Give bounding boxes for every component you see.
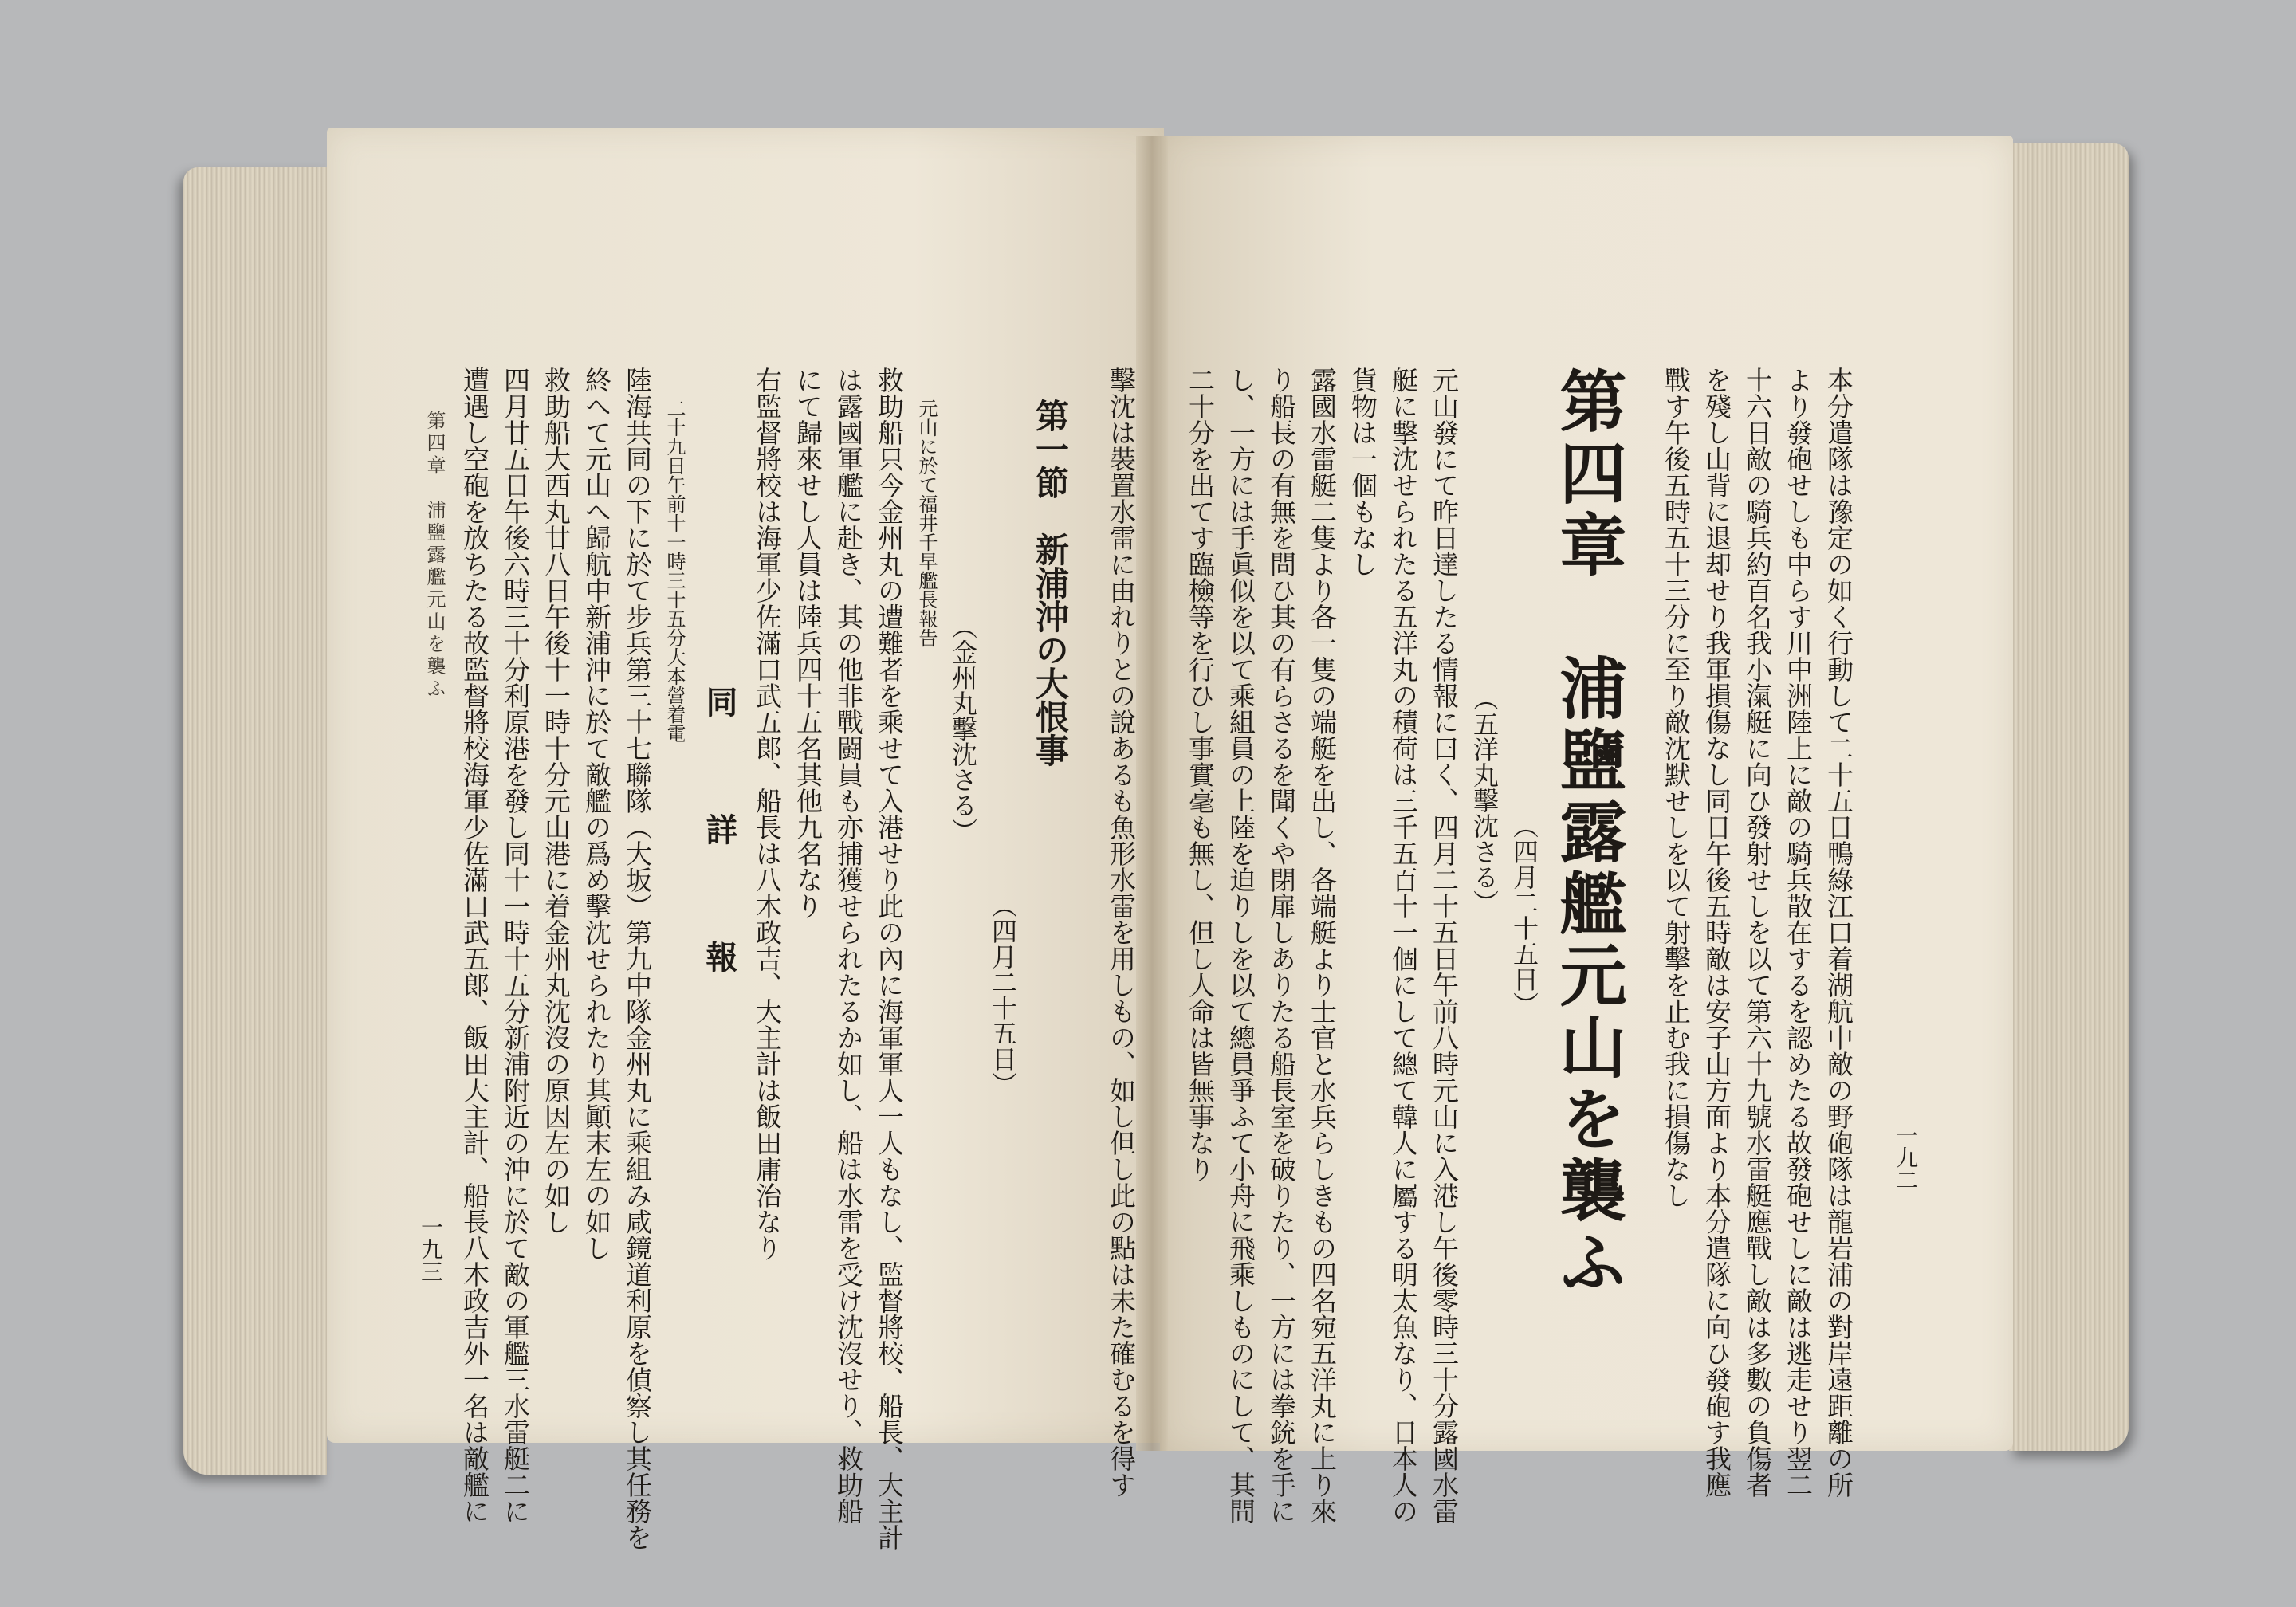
page-block-left [183, 167, 327, 1475]
text-line: 本分遣隊は豫定の如く行動して二十五日鴨綠江口着湖航中敵の野砲隊は龍岩浦の對岸遠距離の所 [1823, 367, 1854, 1498]
text-line: り船長の有無を問ひ其の有らさるを聞くや閉扉しありたる船長室を破りたり、一方には拳銃を手に [1266, 367, 1297, 1524]
text-line: 二十分を出てす臨檢等を行ひし事實毫も無し、但し人命は皆無事なり [1185, 367, 1216, 1182]
text-line: 右監督將校は海軍少佐滿口武五郞、船長は八木政吉、大主計は飯田庸治なり [752, 367, 783, 1261]
section-title: 第一節 新浦沖の大恨事 [1031, 399, 1070, 767]
text-line: 元山發にて昨日達したる情報に曰く、四月二十五日午前八時元山に入港し午後零時三十分露國水雷 [1429, 367, 1460, 1524]
page-number: 一九三 [418, 1216, 444, 1283]
left-page-text [454, 367, 1142, 1550]
text-line: より發砲せしも中らす川中洲陸上に敵の騎兵散在するを認めたる故發砲せしに敵は逃走せり翌二 [1783, 367, 1814, 1498]
page-number: 一九二 [1893, 1124, 1919, 1191]
report-source: 元山に於て福井千早艦長報告 [915, 399, 938, 647]
text-line: 四月廿五日午後六時三十分利原港を發し同十一時十五分新浦附近の沖に於て敵の軍艦三水雷艇二に [500, 367, 531, 1524]
section-date: （四月二十五日） [988, 893, 1018, 1097]
text-line: 終へて元山へ歸航中新浦沖に於て敵艦の爲め擊沈せられたり其顚末左の如し [581, 367, 612, 1261]
text-line: 貨物は一個もなし [1347, 367, 1378, 577]
text-line: 十六日敵の騎兵約百名我小滊艇に向ひ發射せしを以て第六十九號水雷艇應戰し敵は多數の負傷者 [1742, 367, 1773, 1498]
chapter-subtitle: （五洋丸擊沈さる） [1469, 686, 1500, 915]
text-line: 救助船大西丸廿八日午後十一時十分元山港に着金州丸沈沒の原因左の如し [541, 367, 572, 1235]
report-source: 二十九日午前十一時三十五分大本營着電 [663, 399, 686, 743]
section-subtitle: （金州丸擊沈さる） [948, 614, 978, 843]
text-line: を殘し山背に退却せり我軍損傷なし同日午後五時敵は安子山方面より本分遣隊に向ひ發砲す我應 [1701, 367, 1732, 1498]
running-head: 第四章 浦鹽露艦元山を襲ふ [423, 411, 446, 701]
text-line: にて歸來せし人員は陸兵四十五名其他九名なり [792, 367, 824, 919]
text-line: は露國軍艦に赴き、其の他非戰闘員も亦捕獲せられたるか如し、船は水雷を受け沈沒せり、救助船 [833, 367, 864, 1524]
page-block-right [2009, 143, 2129, 1451]
text-line: 遭遇し空砲を放ちたる故監督將校海軍少佐滿口武五郞、飯田大主計、船長八木政吉外一名は敵艦に [459, 367, 490, 1524]
text-line: 救助船只今金州丸の遭難者を乘せて入港せり此の內に海軍軍人一人もなし、監督將校、船長、大主計 [874, 367, 905, 1550]
text-line: 艇に擊沈せられたる五洋丸の積荷は三千五百十一個にして總て韓人に屬する明太魚なり、日本人の [1388, 367, 1419, 1524]
chapter-title: 第四章 浦鹽露艦元山を襲ふ [1549, 367, 1628, 1299]
text-line: 戰す午後五時五十三分に至り敵沈默せしを以て射擊を止む我に損傷なし [1661, 367, 1692, 1208]
text-line: 擊沈は裝置水雷に由れりとの說あるも魚形水雷を用しもの、如し但し此の點は未た確むるを得す [1106, 367, 1137, 1498]
chapter-date: （四月二十五日） [1509, 813, 1539, 1017]
text-line: し、一方には手眞似を以て乘組員の上陸を迫りしを以て總員爭ふて小舟に飛乘しものにして、其間 [1225, 367, 1256, 1524]
report-title: 同 詳 報 [701, 686, 738, 1004]
text-line: 露國水雷艇二隻より各一隻の端艇を出し、各端艇より士官と水兵らしきもの四名宛五洋丸に上り來 [1307, 367, 1338, 1524]
right-page-text [1180, 367, 1859, 1524]
text-line: 陸海共同の下に於て步兵第三十七聯隊（大坂）第九中隊金州丸に乘組み咸鏡道利原を偵察し其任務を [622, 367, 653, 1550]
